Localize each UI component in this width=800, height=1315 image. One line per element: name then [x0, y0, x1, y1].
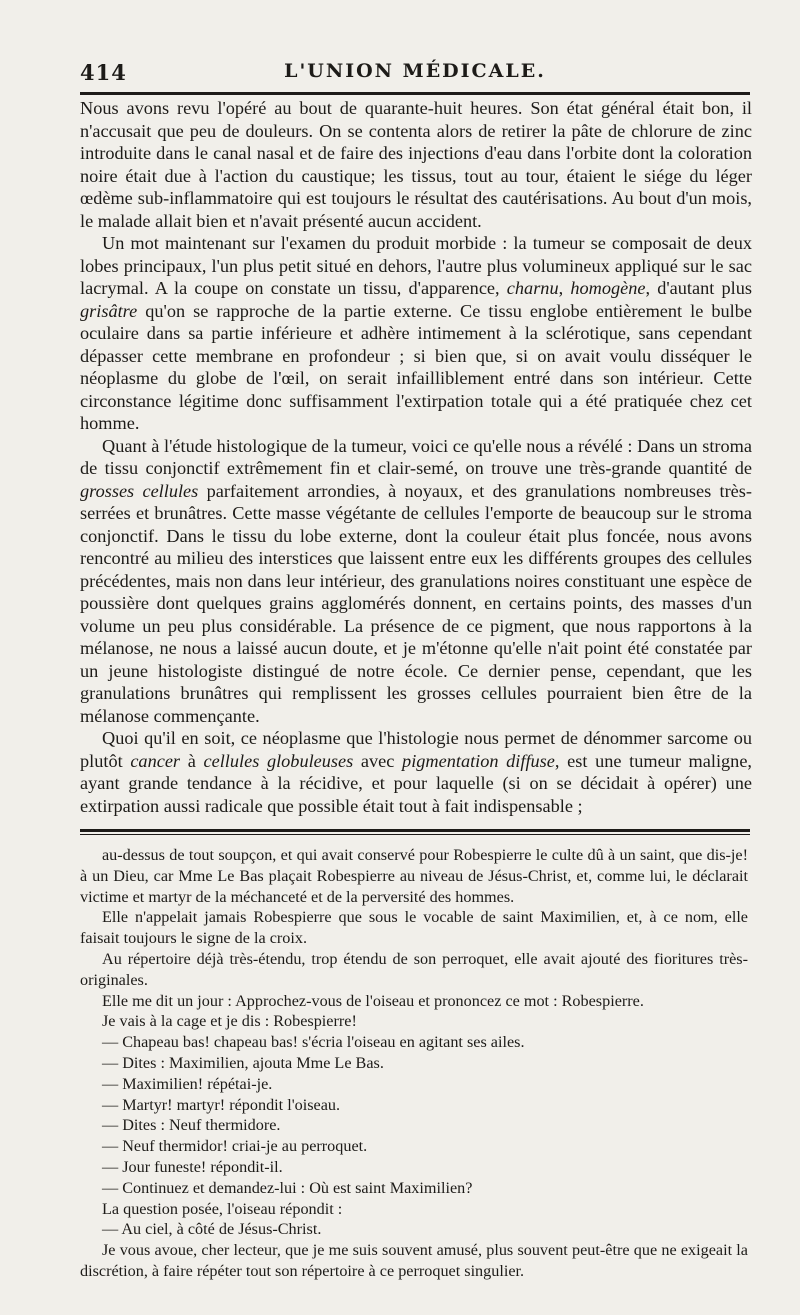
feuilleton-line: La question posée, l'oiseau répondit :	[102, 1199, 343, 1218]
dialogue-line: — Chapeau bas! chapeau bas! s'écria l'oiseau en agitant ses ailes.	[102, 1033, 525, 1052]
paragraph-text: avec	[353, 750, 403, 771]
feuilleton-line: Je vous avoue, cher lecteur, que je me suis souvent amusé, plus souvent peut-être que ne exigeait la discrétion, à faire répéter tout son répertoire à ce perroquet singulier.	[80, 1241, 748, 1280]
paragraph-text: Nous avons revu l'opéré au bout de quarante-huit heures. Son état général était bon, il n'accusait que peu de douleurs. On se contenta alors de retirer la pâte de chlorure de zinc introduite dans le canal nasal et de faire des injections d'eau dans l'orbite dont la coloration noire était due à l'action du caustique; les tissus, tout au tour, étaient le siége du léger œdème sub-inflammatoire qui est toujours le résultat des cautérisations. Au bout d'un mois, le malade allait bien et n'avait présenté aucun accident.	[80, 98, 752, 231]
feuilleton-line: Elle n'appelait jamais Robespierre que sous le vocable de saint Maximilien, et, à ce nom, elle faisait toujours le signe de la croix.	[80, 908, 748, 948]
feuilleton-section	[80, 845, 748, 1282]
article-paragraph	[80, 435, 752, 728]
paragraph-text: ,	[558, 278, 571, 298]
dialogue-line: — Dites : Neuf thermidore.	[102, 1116, 281, 1135]
paragraph-text: , est une tumeur maligne, ayant grande tendance à la récidive, et pour laquelle (si on se décidait à opérer) une extirpation aussi radicale que possible était tout à fait indispensable ;	[80, 750, 753, 816]
paragraph-text: Quant à l'étude histologique de la tumeur, voici ce qu'elle nous a révélé : Dans un stroma de tissu conjonctif extrêmement fin et clair-semé, on trouve une très-grande quantité de	[80, 435, 752, 478]
paragraph-text: , d'autant plus	[645, 278, 752, 298]
page-number: 414	[80, 60, 127, 85]
header-rule	[80, 92, 750, 95]
article-paragraph	[80, 727, 752, 817]
feuilleton-line: Au répertoire déjà très-étendu, trop étendu de son perroquet, elle avait ajouté des fioritures très-originales.	[80, 949, 748, 989]
feuilleton-line: Elle me dit un jour : Approchez-vous de l'oiseau et prononcez ce mot : Robespierre.	[102, 991, 644, 1010]
dialogue-line: — Dites : Maximilien, ajouta Mme Le Bas.	[102, 1053, 384, 1072]
page-header	[80, 60, 750, 90]
dialogue-line: — Neuf thermidor! criai-je au perroquet.	[102, 1137, 368, 1156]
dialogue-line: — Jour funeste! répondit-il.	[102, 1157, 283, 1176]
article-body	[80, 97, 752, 817]
paragraph-text: Un mot maintenant sur l'examen du produit morbide : la tumeur se composait de deux lobes principaux, l'un plus petit situé en dehors, l'autre plus volumineux appliqué sur le sac lacrymal. A la coupe on constate un tissu, d'apparence,	[80, 233, 752, 298]
article-paragraph	[80, 232, 752, 435]
italic-term: pigmentation diffuse	[402, 750, 555, 771]
italic-term: cellules globuleuses	[203, 750, 354, 771]
italic-term: grisâtre	[80, 300, 138, 321]
paragraph-text: parfaitement arrondies, à noyaux, et des granulations nombreuses très-serrées et brunâtres. Cette masse végétante de cellules l'emporte de beaucoup sur le stroma conjonctif. Dans le tissu du lobe externe, dont la couleur était plus foncée, nous avons rencontré au milieu des interstices que laissent entre eux les différents groupes des cellules précédentes, mais non dans leur intérieur, des granulations noires constituant une espèce de poussière dont quelques grains agglomérés donnent, en certains points, des masses d'un volume un peu plus considérable. La présence de ce pigment, que nous rapportons à la mélanose, ne nous a laissé aucun doute, et je m'étonne qu'elle n'ait point été constatée par un jeune histologiste distingué de notre école. Ce dernier pense, cependant, que les granulations brunâtres qui remplissent les grosses cellules pourraient bien être de la mélanose commençante.	[80, 480, 752, 726]
journal-title: L'UNION MÉDICALE.	[284, 60, 546, 82]
dialogue-line: — Continuez et demandez-lui : Où est saint Maximilien?	[102, 1178, 473, 1197]
italic-term: charnu	[506, 278, 559, 298]
feuilleton-rule-thin	[80, 834, 750, 835]
italic-term: homogène	[570, 278, 646, 298]
article-paragraph	[80, 97, 752, 232]
dialogue-line: — Au ciel, à côté de Jésus-Christ.	[102, 1220, 322, 1239]
feuilleton-line: Je vais à la cage et je dis : Robespierre!	[102, 1012, 357, 1031]
feuilleton-line: au-dessus de tout soupçon, et qui avait conservé pour Robespierre le culte dû à un saint, que dis-je! à un Dieu, car Mme Le Bas plaçait Robespierre au niveau de Jésus-Christ, et, comme lui, le déclarait victime et martyr de la méchanceté et de la perversité des hommes.	[80, 846, 748, 906]
paragraph-text: à	[180, 750, 204, 771]
dialogue-line: — Maximilien! répétai-je.	[102, 1074, 273, 1093]
dialogue-line: — Martyr! martyr! répondit l'oiseau.	[102, 1095, 341, 1114]
feuilleton-rule-thick	[80, 829, 750, 832]
paragraph-text: qu'on se rapproche de la partie externe. Ce tissu englobe entièrement le bulbe oculaire dans sa partie inférieure et adhère intimement à la sclérotique, sans cependant dépasser cette membrane en profondeur ; si bien que, si on avait voulu disséquer le néoplasme du globe de l'œil, on serait infailliblement entré dans son intérieur. Cette circonstance légitime donc suffisamment l'extirpation totale qui a été pratiquée chez cet homme.	[80, 300, 752, 433]
italic-term: cancer	[130, 750, 181, 771]
italic-term: grosses cellules	[80, 480, 199, 501]
paragraph-text: Quoi qu'il en soit, ce néoplasme que l'histologie nous permet de dénommer sarcome ou plutôt	[80, 728, 752, 771]
